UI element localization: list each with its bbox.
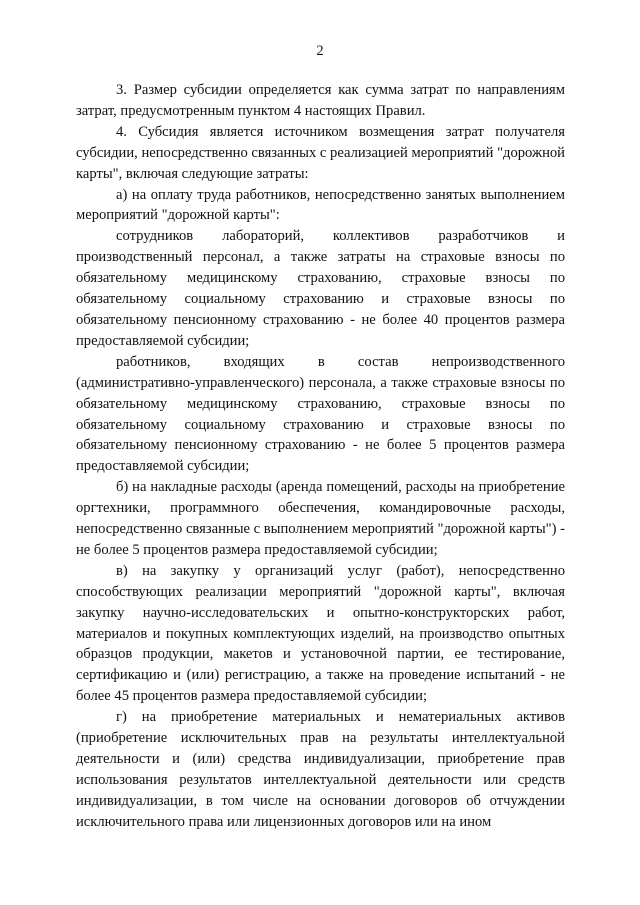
page-number: 2 xyxy=(316,43,324,59)
paragraph-clause-3: 3. Размер субсидии определяется как сумма затрат по направлениям затрат, предусмотренным пунктом 4 настоящих Правил. xyxy=(76,82,565,119)
paragraph-admin-staff: работников, входящих в состав непроизводственного (административно-управленческого) персонала, а также страховые взносы по обязательному медицинскому страхованию, страховые взносы по обязательному социальному страхованию и страховые взносы по обязательному пенсионному страхованию - не более 5 процентов размера предоставляемой субсидии; xyxy=(76,353,565,475)
paragraph-subclause-v: в) на закупку у организаций услуг (работ), непосредственно способствующих реализации мероприятий "дорожной карты", включая закупку научно-исследовательских и опытно-конструкторских работ, материалов и покупных комплектующих изделий, на производство опытных образцов продукции, макетов и установочной партии, ее тестирование, сертификацию и (или) регистрацию, а также на проведение испытаний - не более 45 процентов размера предоставляемой субсидии; xyxy=(76,562,565,705)
document-body xyxy=(76,80,565,833)
paragraph-subclause-b: б) на накладные расходы (аренда помещений, расходы на приобретение оргтехники, программного обеспечения, командировочные расходы, непосредственно связанные с выполнением мероприятий "дорожной карты") - не более 5 процентов размера предоставляемой субсидии; xyxy=(76,479,566,558)
paragraph-clause-4: 4. Субсидия является источником возмещения затрат получателя субсидии, непосредственно связанных с реализацией мероприятий "дорожной карты", включая следующие затраты: xyxy=(76,123,565,182)
paragraph-lab-staff: сотрудников лабораторий, коллективов разработчиков и производственный персонал, а также затраты на страховые взносы по обязательному медицинскому страхованию, страховые взносы по обязательному социальному страхованию и страховые взносы по обязательному пенсионному страхованию - не более 40 процентов размера предоставляемой субсидии; xyxy=(76,228,565,349)
paragraph-subclause-a: а) на оплату труда работников, непосредственно занятых выполнением мероприятий "дорожной карты": xyxy=(76,186,565,224)
paragraph-subclause-g: г) на приобретение материальных и нематериальных активов (приобретение исключительных прав на результаты интеллектуальной деятельности и (или) средства индивидуализации, приобретение прав использования результатов интеллектуальной деятельности или средств индивидуализации, в том числе на основании договоров об отчуждении исключительного права или лицензионных договоров или на ином xyxy=(76,709,565,830)
